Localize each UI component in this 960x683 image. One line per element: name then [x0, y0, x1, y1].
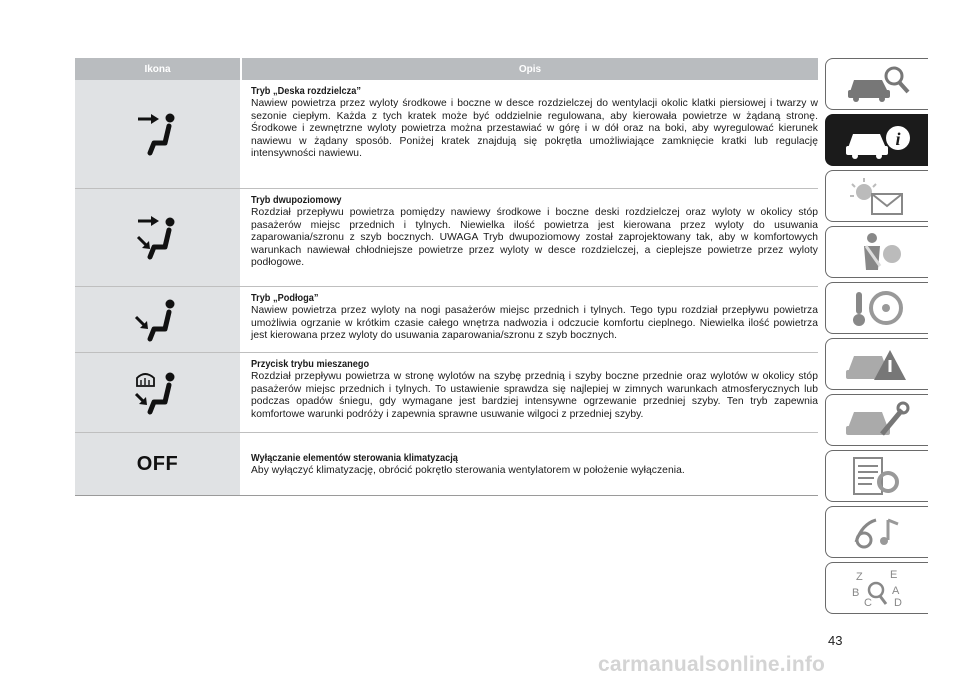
icon-cell [75, 287, 240, 352]
table-row [75, 353, 818, 433]
car-info-icon [842, 118, 912, 162]
row-text: Rozdział przepływu powietrza pomiędzy nawiewy środkowe i boczne deski rozdzielczej oraz wyloty w okolicy stóp pasażerów miejsc przednich i tylnych. Niewielka ilość powietrza jest kierowana przez wyloty do usuwania zaparowania/szronu z szyb bocznych. UWAGA Tryb dwupoziomowy został zaprojektowany tak, aby w komfortowych warunkach nawiewał chłodniejsze powietrze przez wyloty w desce rozdzielczej, a cieplejsze powietrze przez wyloty podłogowe. [251, 207, 818, 269]
description-cell [240, 353, 818, 432]
tab-multimedia[interactable] [825, 506, 928, 558]
svg-text:E: E [890, 569, 898, 581]
table-row [75, 189, 818, 287]
tab-car-search[interactable] [825, 58, 928, 110]
row-title: Wyłączanie elementów sterowania klimatyzacją [251, 453, 458, 464]
tab-safety[interactable] [825, 226, 928, 278]
row-text: Nawiew powietrza przez wyloty na nogi pasażerów miejsc przednich i tylnych. Tego typu rozdział przepływu powietrza umożliwia ogrzanie w krótkim czasie całego wnętrza nadwozia i odczucie komfortu cieplnego. Niewielka ilość powietrza jest kierowana przez wyloty do usuwania zaparowania/szronu z szyb bocznych. [251, 305, 818, 342]
tab-car-info[interactable] [825, 114, 928, 166]
description-cell [240, 287, 818, 352]
table-row [75, 433, 818, 496]
climate-modes-table [75, 58, 818, 496]
header-description-column: Opis [518, 63, 542, 75]
specifications-gear-icon [842, 454, 912, 498]
floor-mode-icon [128, 295, 188, 345]
tab-emergency[interactable] [825, 338, 928, 390]
row-title: Tryb „Podłoga” [251, 293, 319, 304]
svg-text:D: D [894, 597, 902, 609]
seatbelt-airbag-icon [842, 230, 912, 274]
tab-index[interactable] [825, 562, 928, 614]
multimedia-icon [842, 510, 912, 554]
svg-text:i: i [895, 129, 901, 149]
tab-specifications[interactable] [825, 450, 928, 502]
row-text: Aby wyłączyć klimatyzację, obrócić pokrętło sterowania wentylatorem w położenie wyłączenia. [251, 465, 685, 477]
bi-level-mode-icon [128, 213, 188, 263]
header-icon-column: Ikona [75, 58, 242, 80]
car-search-icon [842, 62, 912, 106]
row-title: Tryb dwupoziomowy [251, 195, 342, 206]
page-number: 43 [828, 633, 843, 648]
off-label: OFF [136, 452, 179, 475]
panel-mode-icon [128, 109, 188, 159]
watermark: carmanualsonline.info [598, 653, 826, 676]
row-text: Nawiew powietrza przez wyloty środkowe i boczne w desce rozdzielczej do wentylacji okolic klatki piersiowej i twarzy w sezonie ciepłym. Każda z tych kratek może być oddzielnie regulowana, aby kierowała powietrze w żądaną stronę. Środkowe i zewnętrzne wyloty powietrza można przestawiać w górę i w dół oraz na boki, aby wyregulować kierunek nawiewu w żądany sposób. Poniżej kratek znajdują się pokrętła umożliwiające zamknięcie kratki lub regulację intensywności nawiewu. [251, 98, 818, 160]
row-title: Przycisk trybu mieszanego [251, 359, 370, 370]
icon-cell [75, 80, 240, 188]
table-row [75, 287, 818, 353]
svg-text:B: B [852, 587, 860, 599]
table-row [75, 80, 818, 189]
tab-warning-lights[interactable] [825, 170, 928, 222]
svg-text:A: A [892, 585, 900, 597]
key-steering-wheel-icon [842, 286, 912, 330]
mix-mode-icon [128, 368, 188, 418]
row-text: Rozdział przepływu powietrza w stronę wylotów na szybę przednią i szyby boczne przednie oraz wylotów w okolicy stóp pasażerów miejsc przednich i tylnych. To ustawienie sprawdza się najlepiej w zimnych warunkach atmosferycznych lub podczas opadów śniegu, gdy wymagane jest bardziej intensywne ogrzewanie przedniej szyby. Ten tryb zapewnia komfortowe warunki podróży i zapewnia sprawne usuwanie wilgoci z przedniej szyby. [251, 371, 818, 420]
row-title: Tryb „Deska rozdzielcza” [251, 86, 361, 97]
chapter-tabs [825, 58, 928, 618]
svg-text:Z: Z [856, 571, 863, 583]
description-cell [240, 433, 818, 495]
icon-cell [75, 189, 240, 286]
tab-servicing[interactable] [825, 394, 928, 446]
icon-cell [75, 353, 240, 432]
alphabetical-index-icon [842, 566, 912, 610]
description-cell [240, 189, 818, 286]
car-wrench-icon [842, 398, 912, 442]
warning-light-message-icon [842, 174, 912, 218]
description-cell [240, 80, 818, 188]
tab-starting-driving[interactable] [825, 282, 928, 334]
table-header [75, 58, 818, 80]
svg-text:C: C [864, 597, 872, 609]
icon-cell [75, 433, 240, 495]
car-emergency-icon [842, 342, 912, 386]
